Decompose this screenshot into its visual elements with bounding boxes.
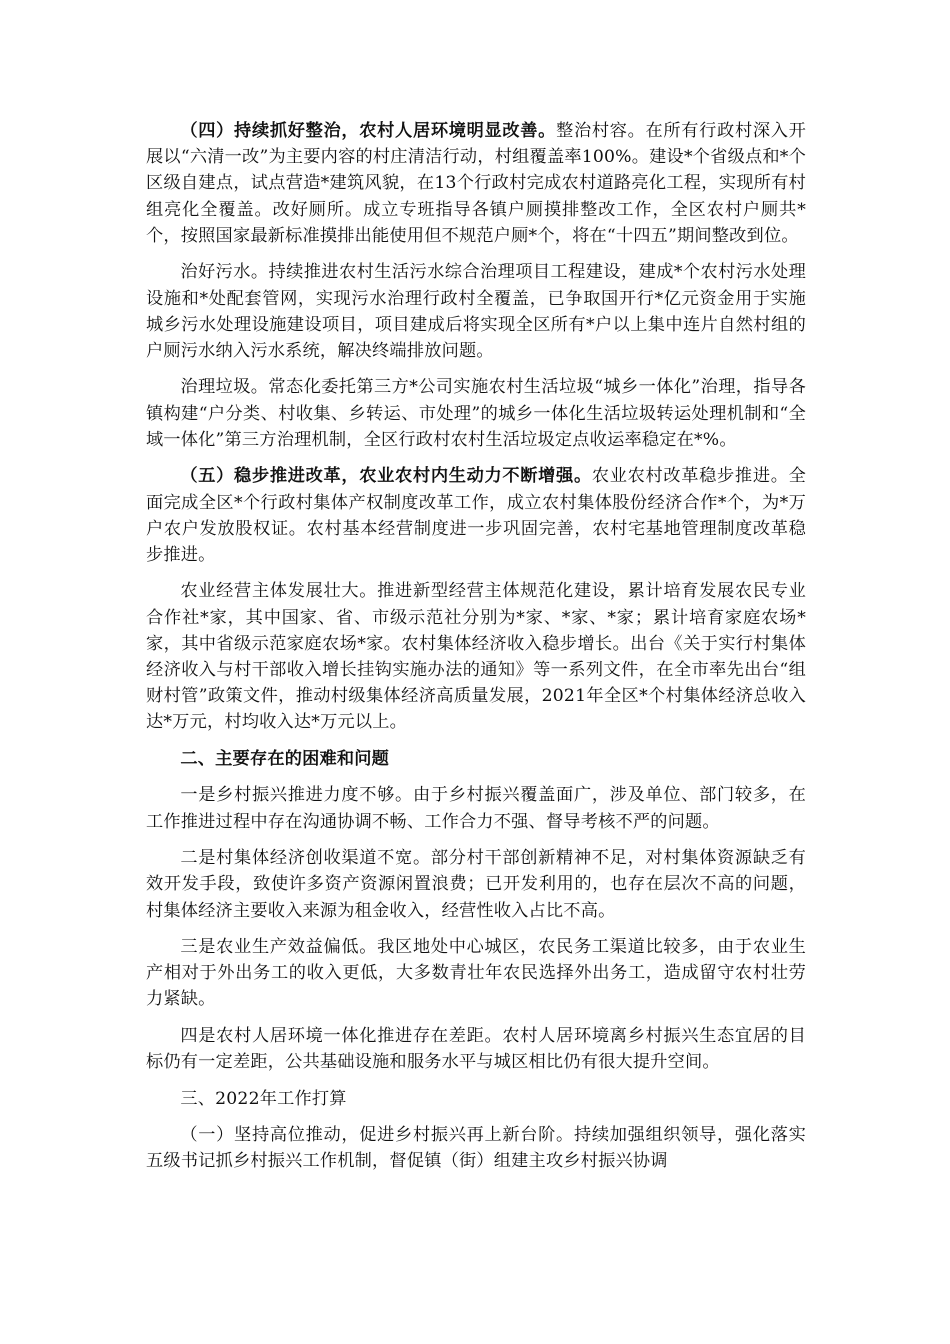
paragraph-business-entities <box>146 578 806 735</box>
paragraph-lead: （四）持续抓好整治，农村人居环境明显改善。 <box>180 121 557 141</box>
paragraph-body: 农业经营主体发展壮大。推进新型经营主体规范化建设，累计培育发展农民专业合作社*家，其中国家、省、市级示范社分别为*家、*家、*家；累计培育家庭农场*家，其中省级示范家庭农场*家。农村集体经济收入稳步增长。出台《关于实行村集体经济收入与村干部收入增长挂钩实施办法的通知》等一系列文件，在全市率先出台“组财村管”政策文件，推动村级集体经济高质量发展，2021年全区*个村集体经济总收入达*万元，村均收入达*万元以上。 <box>146 581 806 733</box>
problem-item-4: 四是农村人居环境一体化推进存在差距。农村人居环境离乡村振兴生态宜居的目标仍有一定差距，公共基础设施和服务水平与城区相比仍有很大提升空间。 <box>146 1025 806 1073</box>
paragraph-sewage <box>146 259 806 364</box>
paragraph-body: 治理垃圾。常态化委托第三方*公司实施农村生活垃圾“城乡一体化”治理，指导各镇构建“户分类、村收集、乡转运、市处理”的城乡一体化生活垃圾转运处理机制和“全域一体化”第三方治理机制，全区行政村农村生活垃圾定点收运率稳定在*%。 <box>146 377 806 450</box>
paragraph-garbage <box>146 374 806 453</box>
problem-item-1: 一是乡村振兴推进力度不够。由于乡村振兴覆盖面广，涉及单位、部门较多，在工作推进过程中存在沟通协调不畅、工作合力不强、督导考核不严的问题。 <box>146 785 806 832</box>
paragraph-body: 农业农村改革稳步推进。全面完成全区*个行政村集体产权制度改革工作，成立农村集体股份经济合作*个，为*万户农户发放股权证。农村基本经营制度进一步巩固完善，农村宅基地管理制度改革稳步推进。 <box>146 466 806 565</box>
problem-item-2: 二是村集体经济创收渠道不宽。部分村干部创新精神不足，对村集体资源缺乏有效开发手段，致使许多资产资源闲置浪费；已开发利用的，也存在层次不高的问题，村集体经济主要收入来源为租金收入，经营性收入占比不高。 <box>146 848 806 921</box>
section-2-heading: 二、主要存在的困难和问题 <box>180 748 390 769</box>
problem-item-3: 三是农业生产效益偏低。我区地处中心城区，农民务工渠道比较多，由于农业生产相对于外出务工的收入更低，大多数青壮年农民选择外出务工，造成留守农村壮劳力紧缺。 <box>146 937 806 1010</box>
paragraph-4-environment <box>146 118 806 249</box>
document-page <box>146 118 806 1185</box>
paragraph-body: 整治村容。在所有行政村深入开展以“六清一改”为主要内容的村庄清洁行动，村组覆盖率100%。建设*个省级点和*个区级自建点，试点营造*建筑风貌，在13个行政村完成农村道路亮化工程，实现所有村组亮化全覆盖。改好厕所。成立专班指导各镇户厕摸排整改工作，全区农村户厕共*个，按照国家最新标准摸排出能使用但不规范户厕*个，将在“十四五”期间整改到位。 <box>146 121 807 246</box>
plan-item-1: （一）坚持高位推动，促进乡村振兴再上新台阶。持续加强组织领导，强化落实五级书记抓乡村振兴工作机制，督促镇（街）组建主攻乡村振兴协调 <box>146 1125 806 1172</box>
paragraph-body: 治好污水。持续推进农村生活污水综合治理项目工程建设，建成*个农村污水处理设施和*处配套管网，实现污水治理行政村全覆盖，已争取国开行*亿元资金用于实施城乡污水处理设施建设项目，项目建成后将实现全区所有*户以上集中连片自然村组的户厕污水纳入污水系统，解决终端排放问题。 <box>146 262 806 361</box>
paragraph-5-reform <box>146 463 806 568</box>
paragraph-lead: （五）稳步推进改革，农业农村内生动力不断增强。 <box>180 466 592 487</box>
section-3-heading: 三、2022年工作打算 <box>180 1088 347 1109</box>
